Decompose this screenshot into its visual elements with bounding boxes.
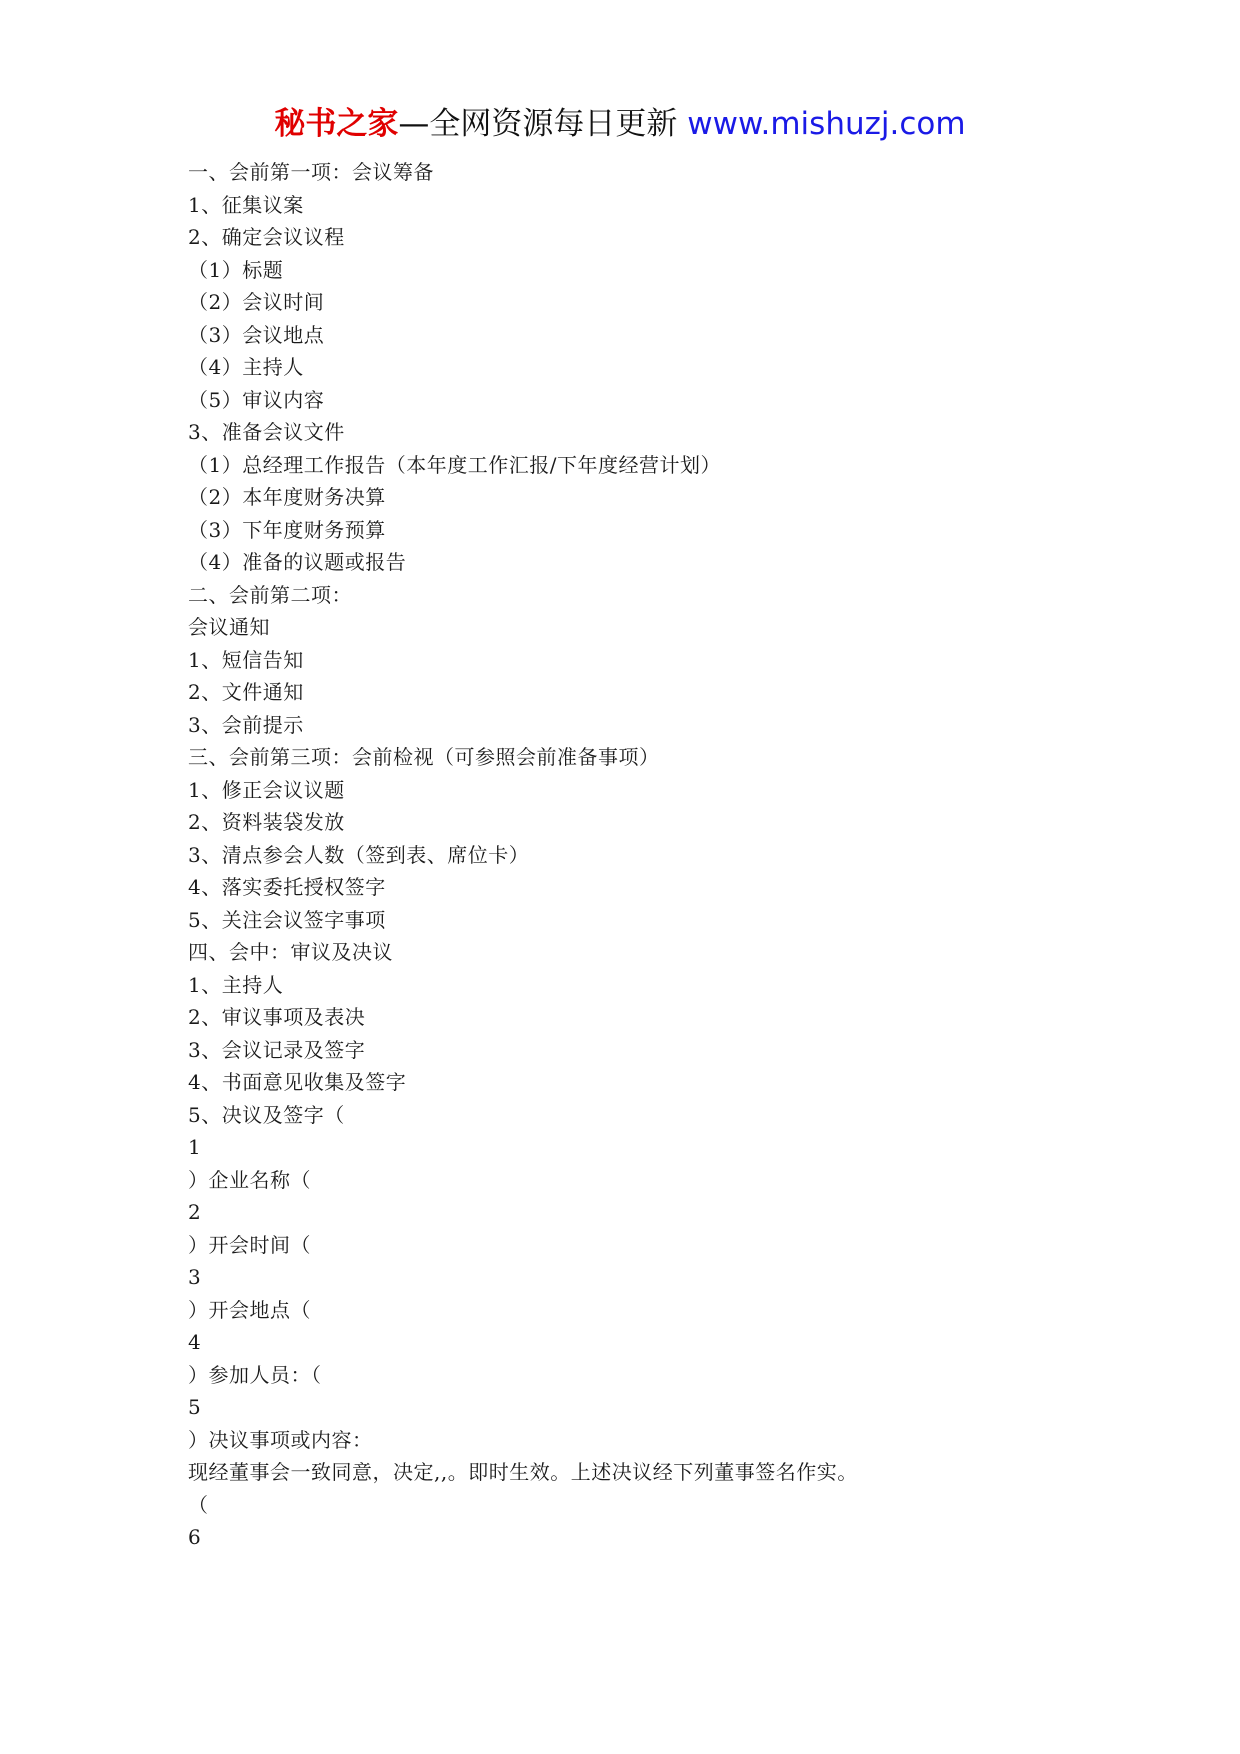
list-item: 1、征集议案 (188, 192, 304, 217)
list-item: 3、清点参会人数（签到表、席位卡） (188, 842, 530, 867)
text-fragment: 3 (188, 1265, 202, 1289)
section-heading: 二、会前第二项： (188, 582, 352, 607)
sub-list-item: （4）准备的议题或报告 (188, 550, 407, 574)
text-fragment: ）开会时间（ (188, 1232, 311, 1257)
list-item: 3、会议记录及签字 (188, 1037, 366, 1062)
list-item: 1、主持人 (188, 972, 284, 997)
text-fragment: ）决议事项或内容： (188, 1427, 373, 1452)
sub-list-item: （3）下年度财务预算 (188, 517, 386, 542)
section-heading: 四、会中：审议及决议 (188, 940, 393, 964)
brand-name: 秘书之家 (274, 106, 399, 142)
section-heading: 一、会前第一项：会议筹备 (188, 160, 434, 184)
sub-list-item: （4）主持人 (188, 355, 304, 379)
list-item: 4、落实委托授权签字 (188, 875, 386, 899)
text-fragment: ）企业名称（ (188, 1167, 311, 1192)
list-item: 2、资料装袋发放 (188, 810, 345, 834)
list-item: 1、修正会议议题 (188, 777, 345, 802)
list-item: 5、关注会议签字事项 (188, 907, 386, 932)
text-fragment: （ (188, 1492, 209, 1517)
list-item: 4、书面意见收集及签字 (188, 1070, 407, 1094)
header-url-link[interactable]: www.mishuzj.com (687, 106, 966, 142)
text-fragment: ）参加人员：（ (188, 1362, 322, 1387)
list-item: 2、文件通知 (188, 680, 304, 704)
header-tagline: —全网资源每日更新 (398, 106, 688, 142)
sub-list-item: （1）标题 (188, 257, 284, 282)
sub-list-item: （5）审议内容 (188, 387, 325, 412)
page-header (0, 100, 1240, 148)
text-fragment: 1 (188, 1135, 202, 1159)
list-item: 5、决议及签字（ (188, 1102, 345, 1127)
text-fragment: 4 (188, 1330, 202, 1354)
resolution-paragraph: 现经董事会一致同意，决定,,。即时生效。上述决议经下列董事签名作实。 (188, 1460, 858, 1484)
sub-list-item: （3）会议地点 (188, 322, 325, 347)
text-fragment: 6 (188, 1525, 202, 1549)
section-subtitle: 会议通知 (188, 615, 270, 639)
document-body (188, 156, 888, 1554)
list-item: 2、确定会议议程 (188, 225, 345, 249)
list-item: 2、审议事项及表决 (188, 1005, 366, 1029)
sub-list-item: （1）总经理工作报告（本年度工作汇报/下年度经营计划） (188, 452, 721, 477)
section-heading: 三、会前第三项：会前检视（可参照会前准备事项） (188, 745, 660, 769)
sub-list-item: （2）本年度财务决算 (188, 485, 386, 509)
list-item: 1、短信告知 (188, 647, 304, 672)
text-fragment: ）开会地点（ (188, 1297, 311, 1322)
list-item: 3、会前提示 (188, 712, 304, 737)
text-fragment: 2 (188, 1200, 202, 1224)
sub-list-item: （2）会议时间 (188, 290, 325, 314)
text-fragment: 5 (188, 1395, 202, 1419)
list-item: 3、准备会议文件 (188, 420, 345, 444)
